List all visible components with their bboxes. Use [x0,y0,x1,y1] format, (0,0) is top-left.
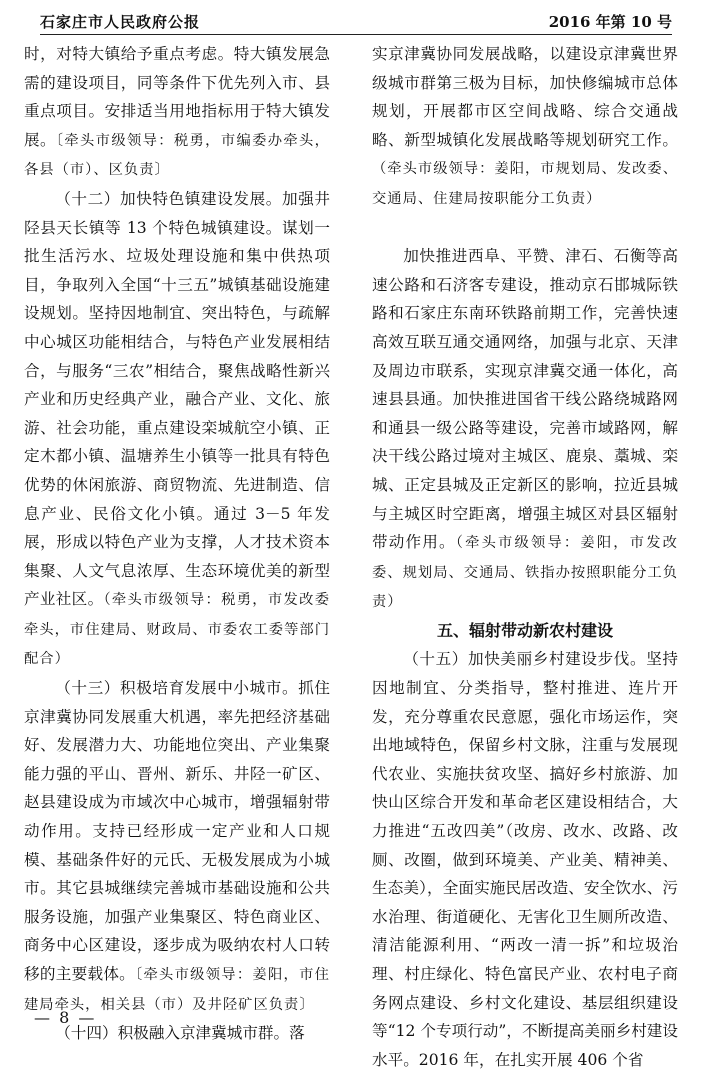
paragraph-text: 时，对特大镇给予重点考虑。特大镇发展急需的建设项目，同等条件下优先列入市、县重点项目。安排适当用地指标用于特大镇发展。 [24,45,330,149]
page-number: — 8 — [34,1008,97,1027]
responsibility-note: （牵头市级领导：姜阳，市发改委、规划局、交通局、铁指办按照职能分工负责） [372,535,678,611]
paragraph [24,40,330,185]
paragraph-text: 实京津冀协同发展战略，以建设京津冀世界级城市群第三极为目标，加快修编城市总体规划，开展都市区空间战略、综合交通战略、新型城镇化发展战略等规划研究工作。 [372,45,678,149]
issue-number: 2016 年第 10 号 [548,13,672,31]
right-column [372,40,678,1074]
paragraph [372,40,678,214]
paragraph-text: 加快推进西阜、平赞、津石、石衡等高速公路和石济客专建设，推动京石邯城际铁路和石家庄东南环铁路前期工作，完善快速高效互联互通交通网络，加强与北京、天津及周边市联系，实现京津冀交通一体化，高速县县通。加快推进国省干线公路绕城路网和通县一级公路等建设，完善市域路网，解决干线公路过境对主城区、鹿泉、藁城、栾城、正定县城及正定新区的影响，拉近县城与主城区时空距离，增强主城区对县区辐射带动作用。 [372,247,678,552]
responsibility-note: （牵头市级领导：税勇，市发改委牵头，市住建局、财政局、市委农工委等部门配合） [24,592,330,668]
paragraph-text: （十四）积极融入京津冀城市群。落 [55,1024,305,1043]
paragraph-text: （十二）加快特色镇建设发展。加强井陉县天长镇等 13 个特色城镇建设。谋划一批生活污水、垃圾处理设施和集中供热项目，争取列入全国“十三五”城镇基础设施建设规划。坚持因地制宜、突出特色，与疏解中心城区功能相结合，与特色产业发展相结合，与服务“三农”相结合，聚焦战略性新兴产业和历史经典产业，融合产业、文化、旅游、社会功能，重点建设栾城航空小镇、正定木都小镇、温塘养生小镇等一批具有特色优势的休闲旅游、商贸物流、先进制造、信息产业、民俗文化小镇。通过 3－5 年发展，形成以特色产业为支撑，人才技术资本集聚、人文气息浓厚、生态环境优美的新型产业社区。 [24,189,330,609]
responsibility-note: 〔牵头市级领导：税勇，市编委办牵头，各县（市）、区负责〕 [24,132,330,179]
paragraph-text: （十三）积极培育发展中小城市。抓住京津冀协同发展重大机遇，率先把经济基础好、发展潜力大、功能地位突出、产业集聚能力强的平山、晋州、新乐、井陉一矿区、赵县建设成为市域次中心城市，增强辐射带动作用。支持已经形成一定产业和人口规模、基础条件好的元氏、无极发展成为小城市。其它县城继续完善城市基础设施和公共服务设施，加强产业集聚区、特色商业区、商务中心区建设，逐步成为吸纳农村人口转移的主要载体。 [24,679,330,983]
paragraph [24,674,330,1019]
responsibility-note: 〔牵头市级领导：姜阳，市住建局牵头，相关县（市）及井陉矿区负责〕 [24,967,330,1013]
responsibility-note: （牵头市级领导：姜阳，市规划局、发改委、交通局、住建局按职能分工负责） [372,161,678,207]
paragraph [372,242,678,617]
paragraph-text: （十五）加快美丽乡村建设步伐。坚持因地制宜、分类指导，整村推进、连片开发，充分尊重农民意愿，强化市场运作，突出地域特色，保留乡村文脉，注重与发展现代农业、实施扶贫攻坚、搞好乡村旅游、加快山区综合开发和革命老区建设相结合，大力推进“五改四美”（改房、改水、改路、改厕、改圈，做到环境美、产业美、精神美、生态美），全面实施民居改造、安全饮水、污水治理、街道硬化、无害化卫生厕所改造、清洁能源利用、“两改一清一拆”和垃圾治理、村庄绿化、特色富民产业、农村电子商务网点建设、乡村文化建设、基层组织建设等“12 个专项行动”，不断提高美丽乡村建设水平。2016 年，在扎实开展 406 个省 [372,650,678,1069]
section-heading: 五、辐射带动新农村建设 [436,620,613,640]
gazette-title: 石家庄市人民政府公报 [40,13,201,31]
paragraph [24,185,330,674]
left-column [24,40,330,1048]
page-header [40,8,672,35]
paragraph [372,645,678,1074]
